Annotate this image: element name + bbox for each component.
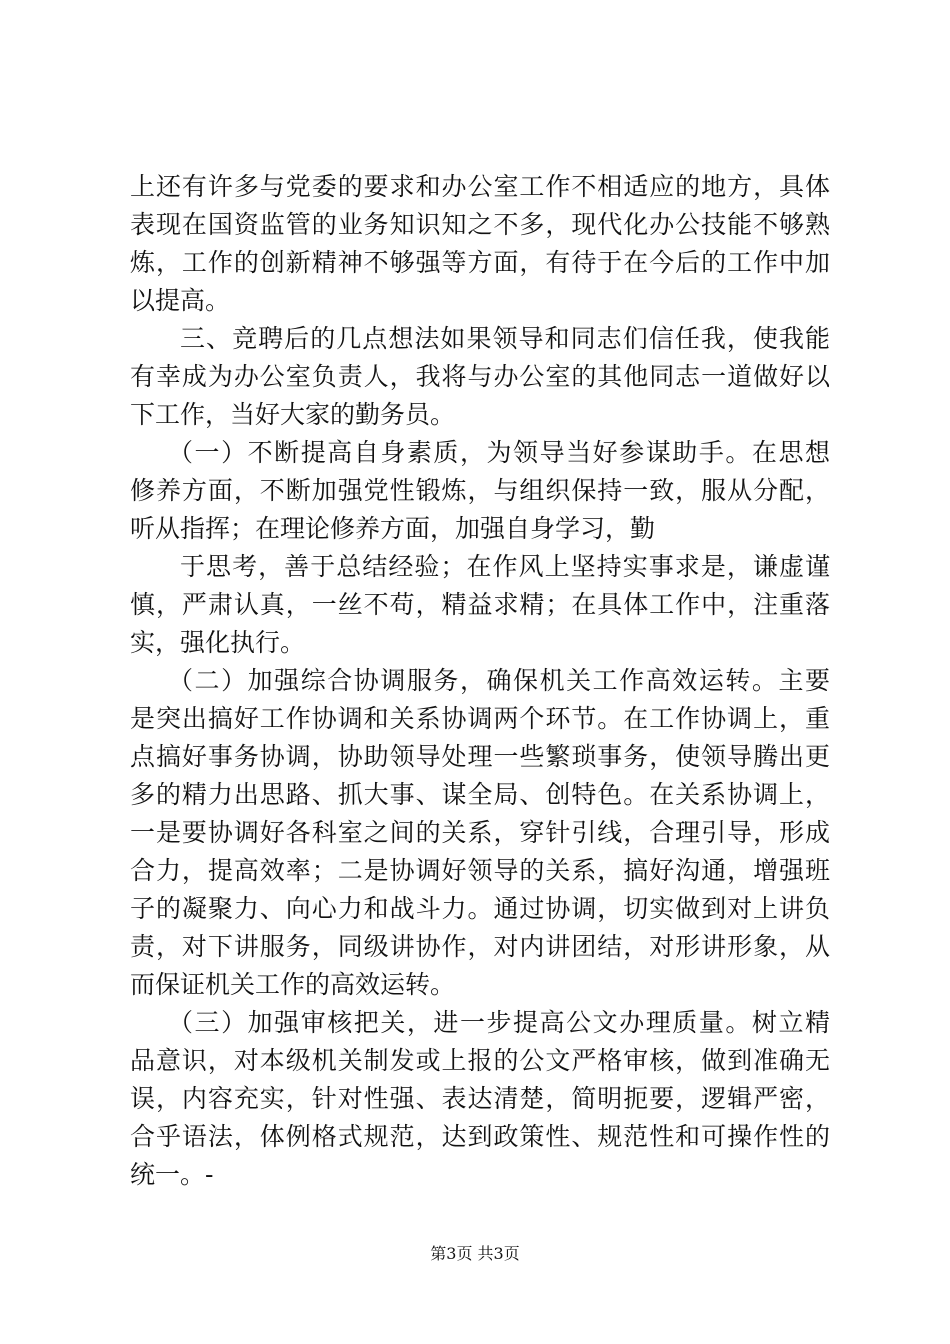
text-line: 合力，提高效率；二是协调好领导的关系，搞好沟通，增强班 <box>130 856 830 885</box>
text-line: 下工作，当好大家的勤务员。 <box>130 400 456 429</box>
text-line: （二）加强综合协调服务，确保机关工作高效运转。主要 <box>168 666 830 695</box>
page-number-label: 第3页 共3页 <box>430 1244 520 1263</box>
text-line: 合乎语法，体例格式规范，达到政策性、规范性和可操作性的 <box>130 1122 830 1151</box>
text-line: 上还有许多与党委的要求和办公室工作不相适应的地方，具体 <box>130 172 830 201</box>
page-footer <box>0 1244 950 1264</box>
text-line: 是突出搞好工作协调和关系协调两个环节。在工作协调上，重 <box>130 704 830 733</box>
text-line: 听从指挥；在理论修养方面，加强自身学习，勤 <box>130 514 656 543</box>
text-line: 实，强化执行。 <box>130 628 306 657</box>
text-line: 责，对下讲服务，同级讲协作，对内讲团结，对形讲形象，从 <box>130 932 830 961</box>
text-line: 炼，工作的创新精神不够强等方面，有待于在今后的工作中加 <box>130 248 830 277</box>
text-line: （三）加强审核把关，进一步提高公文办理质量。树立精 <box>168 1008 830 1037</box>
text-line: 点搞好事务协调，协助领导处理一些繁琐事务，使领导腾出更 <box>130 742 830 771</box>
document-body <box>130 168 830 1194</box>
text-line: （一）不断提高自身素质，为领导当好参谋助手。在思想 <box>168 438 830 467</box>
text-line: 误，内容充实，针对性强、表达清楚，简明扼要，逻辑严密， <box>130 1084 830 1113</box>
text-line: 表现在国资监管的业务知识知之不多，现代化办公技能不够熟 <box>130 210 830 239</box>
text-line: 有幸成为办公室负责人，我将与办公室的其他同志一道做好以 <box>130 362 830 391</box>
text-line: 慎，严肃认真，一丝不苟，精益求精；在具体工作中，注重落 <box>130 590 830 619</box>
text-line: 一是要协调好各科室之间的关系，穿针引线，合理引导，形成 <box>130 818 830 847</box>
text-line: 子的凝聚力、向心力和战斗力。通过协调，切实做到对上讲负 <box>130 894 830 923</box>
text-line: 三、竞聘后的几点想法如果领导和同志们信任我，使我能 <box>180 324 830 353</box>
text-line: 品意识，对本级机关制发或上报的公文严格审核，做到准确无 <box>130 1046 830 1075</box>
text-line: 而保证机关工作的高效运转。 <box>130 970 456 999</box>
text-line: 于思考，善于总结经验；在作风上坚持实事求是，谦虚谨 <box>180 552 830 581</box>
text-line: 统一。- <box>130 1160 214 1189</box>
text-line: 以提高。 <box>130 286 231 315</box>
text-line: 修养方面，不断加强党性锻炼，与组织保持一致，服从分配， <box>130 476 830 505</box>
text-line: 多的精力出思路、抓大事、谋全局、创特色。在关系协调上， <box>130 780 830 809</box>
